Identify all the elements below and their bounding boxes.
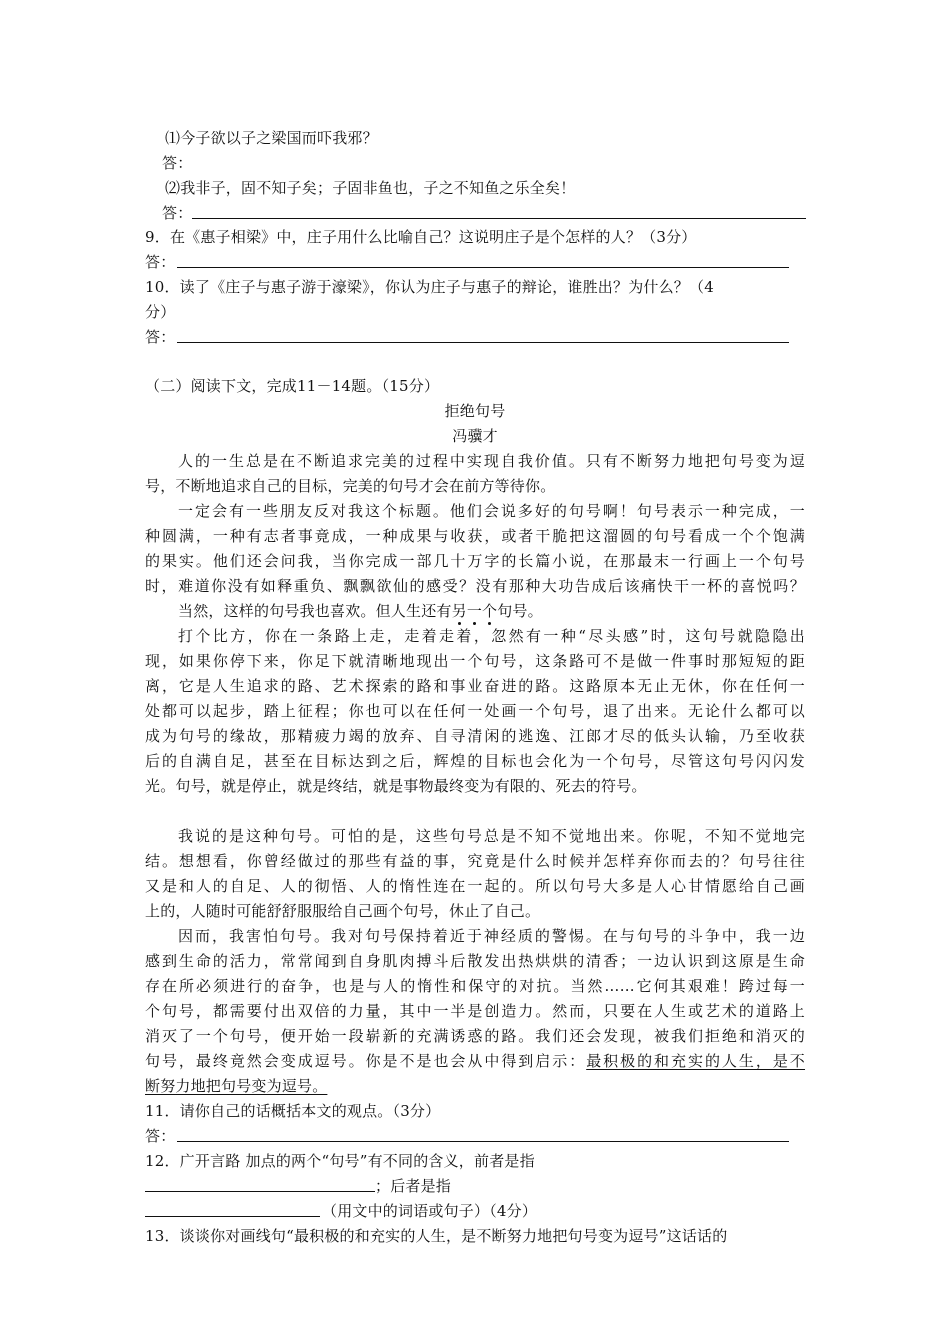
passage-line-underlined-end [145,1075,327,1097]
passage-author: 冯骥才 [452,427,498,445]
q12-answer-line-1[interactable] [145,1191,375,1192]
q8-item-1: ⑴今子欲以子之梁国而吓我邪？ [165,129,378,147]
q12-question: 12．广开言路 加点的两个“句号”有不同的含义，前者是指 [145,1152,535,1170]
passage-line: 人的一生总是在不断追求完美的过程中实现自我价值。只有不断努力地把句号变为逗 [178,452,805,470]
q10-question-line2: 分） [145,303,176,321]
q12-tail-text: （用文中的词语或句子）（4分） [322,1202,538,1220]
passage-line: 消灭了一个句号，便开始一段崭新的充满诱惑的路。我们还会发现，被我们拒绝和消灭的 [145,1027,805,1045]
q8-item-2-answer-line[interactable] [192,218,806,219]
q10-answer-label: 答： [145,328,176,346]
p3-text-b: 句号。 [497,602,543,620]
q10-answer-line[interactable] [177,342,789,343]
passage-line-underlined [145,1050,805,1072]
passage-line: 个句号，都需要付出双倍的力量，其中一半是创造力。然而，只要在人生或艺术的道路上 [145,1002,805,1020]
q8-item-2: ⑵我非子，固不知子矣；子固非鱼也，子之不知鱼之乐全矣！ [165,179,576,197]
p3-text-a: 当然，这样的句号我也喜欢。但人生还有 [178,602,452,620]
emphasis-dotted-text [452,602,498,620]
q9-answer-line[interactable] [177,267,789,268]
passage-line: 现，如果你停下来，你足下就清晰地现出一个句号，这条路可不是做一件事时那短短的距 [145,652,805,670]
passage-line: 我说的是这种句号。可怕的是，这些句号总是不知不觉地出来。你呢，不知不觉地完 [178,827,805,845]
q10-question-line1: 10．读了《庄子与惠子游于濠梁》，你认为庄子与惠子的辩论，谁胜出？为什么？（4 [145,278,714,296]
q12-answer-line-2[interactable] [145,1216,320,1217]
q12-mid-text: ；后者是指 [375,1177,452,1195]
q9-question: 9．在《惠子相梁》中，庄子用什么比喻自己？这说明庄子是个怎样的人？（3分） [145,228,697,246]
q8-item-1-answer-label: 答： [162,154,193,172]
passage-line: 打个比方，你在一条路上走，走着走着，忽然有一种“尽头感”时，这句号就隐隐出 [178,627,805,645]
section2-header: （二）阅读下文，完成11－14题。（15分） [145,377,440,395]
passage-line: 感到生命的活力，常常闻到自身肌肉搏斗后散发出热烘烘的清香；一边认识到这原是生命 [145,952,805,970]
passage-line: 种圆满，一种有志者事竟成，一种成果与收获，或者干脆把这溜圆的句号看成一个个饱满 [145,527,805,545]
q11-answer-line[interactable] [177,1141,789,1142]
passage-line: 的果实。他们还会问我，当你完成一部几十万字的长篇小说，在那最末一行画上一个句号 [145,552,805,570]
q13-question: 13．谈谈你对画线句“最积极的和充实的人生，是不断努力地把句号变为逗号”这话话的 [145,1227,728,1245]
passage-line: 结。想想看，你曾经做过的那些有益的事，究竟是什么时候并怎样弃你而去的？句号往往 [145,852,805,870]
passage-line: 处都可以起步，踏上征程；你也可以在任何一处画一个句号，退了出来。无论什么都可以 [145,702,805,720]
passage-line: 后的自满自足，甚至在目标达到之后，辉煌的目标也会化为一个句号，尽管这句号闪闪发 [145,752,805,770]
dotted-char: 个 [482,602,498,620]
q11-answer-label: 答： [145,1127,176,1145]
passage-line-dotted [178,600,543,622]
underlined-sentence: 最积极的和充实的人生，是不 [586,1052,806,1070]
passage-line: 一定会有一些朋友反对我这个标题。他们会说多好的句号啊！句号表示一种完成，一 [178,502,805,520]
passage-title: 拒绝句号 [444,402,506,420]
dotted-char: 一 [466,602,483,620]
passage-line: 成为句号的缘故，那精疲力竭的放弃、自寻清闲的逃逸、江郎才尽的低头认输，乃至收获 [145,727,805,745]
passage-line: 光。句号，就是停止，就是终结，就是事物最终变为有限的、死去的符号。 [145,777,647,795]
passage-line: 因而，我害怕句号。我对句号保持着近于神经质的警惕。在与句号的斗争中，我一边 [178,927,805,945]
passage-line: 又是和人的自足、人的彻悟、人的惰性连在一起的。所以句号大多是人心甘情愿给自己画 [145,877,805,895]
dotted-char: 另 [451,602,467,620]
passage-line: 号，不断地追求自己的目标，完美的句号才会在前方等待你。 [145,477,556,495]
q11-question: 11．请你自己的话概括本文的观点。（3分） [145,1102,441,1120]
q9-answer-label: 答： [145,253,176,271]
passage-line: 存在所必须进行的奋争，也是与人的惰性和保守的对抗。当然……它何其艰难！跨过每一 [145,977,805,995]
q8-item-2-answer-label: 答： [162,204,193,222]
underlined-sentence-end: 断努力地把句号变为逗号。 [145,1077,328,1095]
p6-last-text: 句号，最终竟然会变成逗号。你是不是也会从中得到启示： [145,1052,587,1070]
passage-line: 时，难道你没有如释重负、飘飘欲仙的感受？没有那种大功告成后该痛快干一杯的喜悦吗？ [145,577,805,595]
passage-line: 上的，人随时可能舒舒服服给自己画个句号，休止了自己。 [145,902,541,920]
passage-line: 离，它是人生追求的路、艺术探索的路和事业奋进的路。这路原本无止无休，你在任何一 [145,677,805,695]
